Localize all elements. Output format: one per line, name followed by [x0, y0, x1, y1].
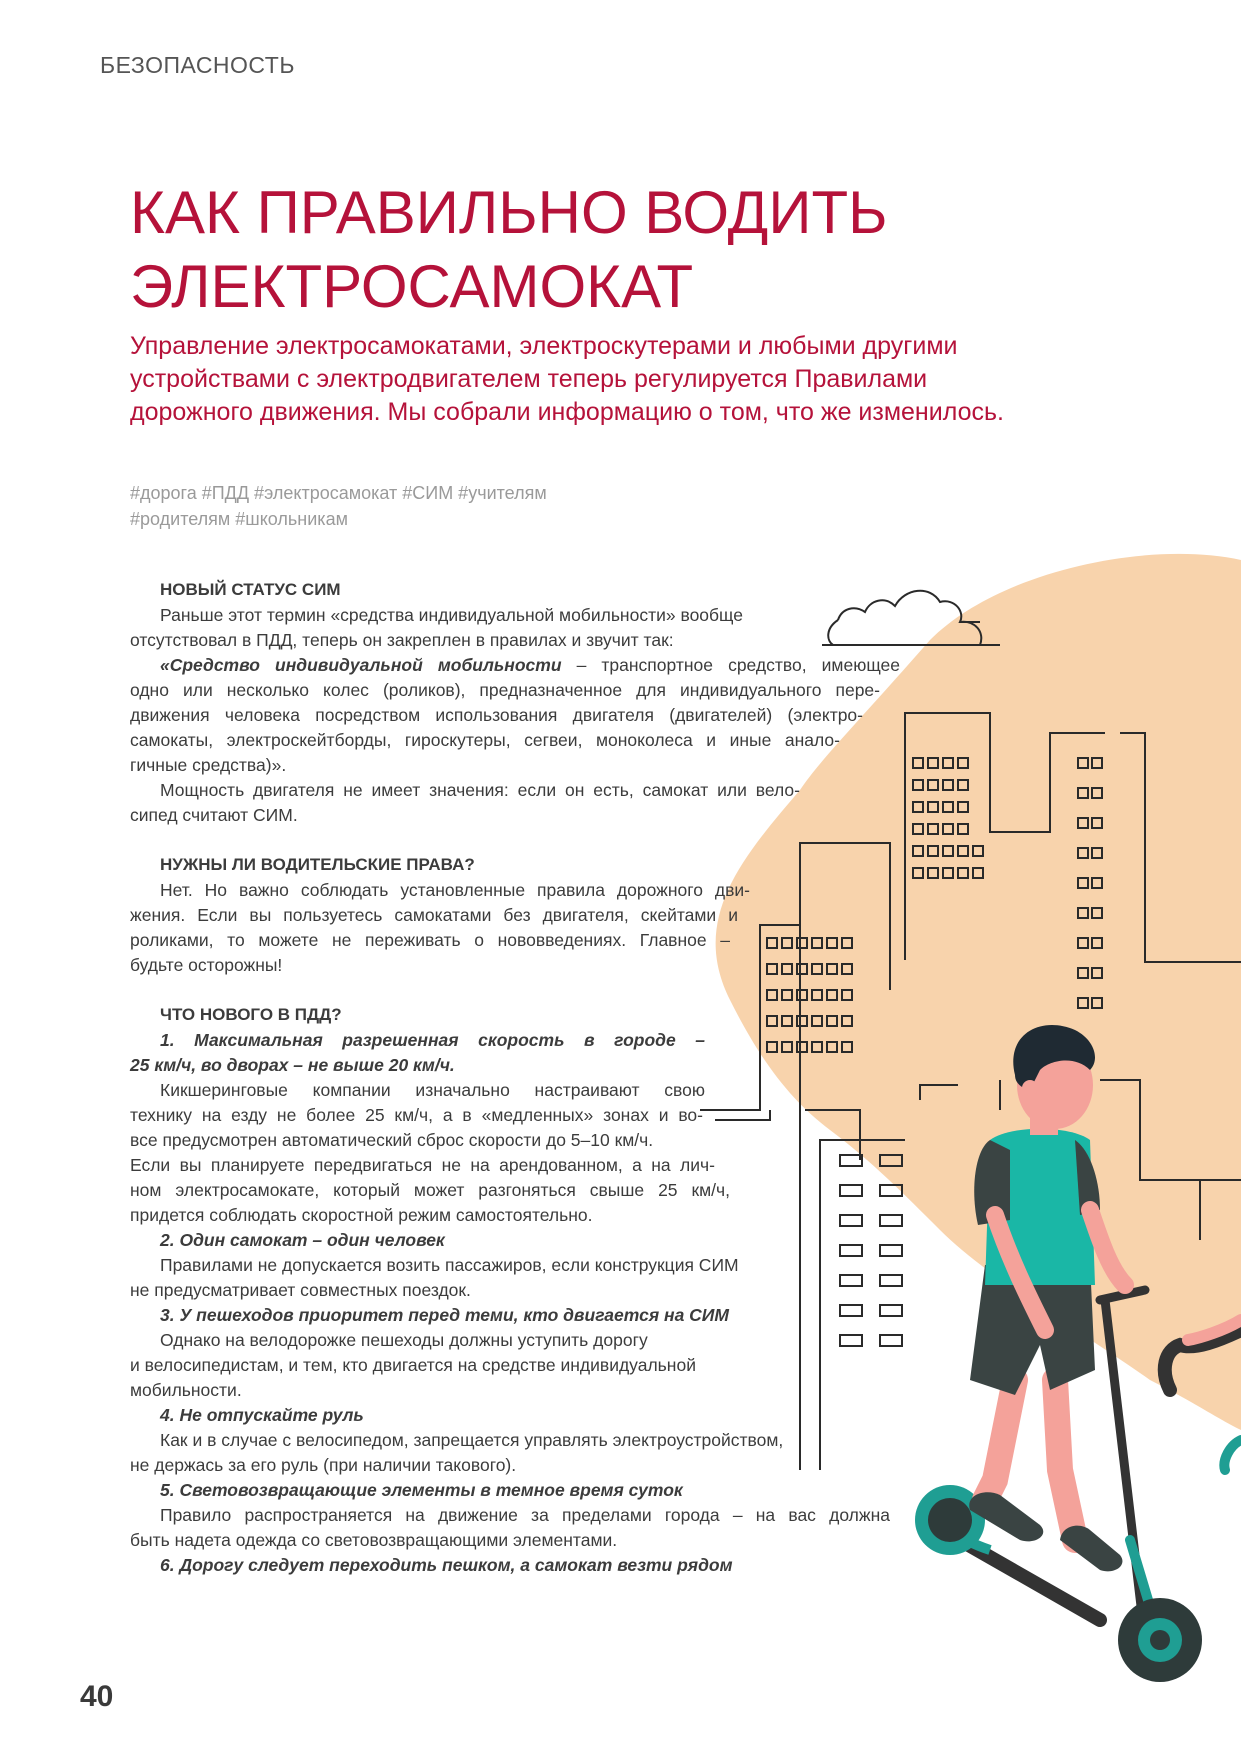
lead-line: устройствами с электродвигателем теперь регулируется Правилами: [130, 365, 928, 393]
building-window: [840, 1305, 862, 1316]
text-line: и велосипедистам, и тем, кто двигается на средстве индивидуальной: [130, 1355, 696, 1375]
building-window: [840, 1215, 862, 1226]
text-line: придется соблюдать скоростной режим самостоятельно.: [130, 1205, 593, 1225]
rule-heading: 2. Один самокат – один человек: [160, 1230, 445, 1250]
text-line: мобильности.: [130, 1380, 242, 1400]
rule-heading: 5. Световозвращающие элементы в темное время суток: [160, 1480, 683, 1500]
text-line: одно или несколько колес (роликов), предназначенное для индивидуального пере-: [130, 680, 880, 700]
building-window: [840, 1155, 862, 1166]
text-line: [160, 653, 900, 678]
text-line: Как и в случае с велосипедом, запрещается управлять электроустройством,: [160, 1430, 784, 1450]
building-window: [840, 1185, 862, 1196]
page-title: [130, 176, 1030, 324]
text-line: Кикшеринговые компании изначально настраивают свою: [160, 1080, 705, 1100]
hashtag-line: #дорога #ПДД #электросамокат #СИМ #учителям: [130, 483, 547, 503]
text-line: ном электросамокате, который может разгоняться свыше 25 км/ч,: [130, 1180, 730, 1200]
text-fragment: – транспортное средство, имеющее: [561, 655, 900, 675]
building-window: [840, 1335, 862, 1346]
section-label: БЕЗОПАСНОСТЬ: [100, 52, 295, 78]
text-line: не держась за его руль (при наличии такового).: [130, 1455, 517, 1475]
rule-heading: 4. Не отпускайте руль: [160, 1405, 364, 1425]
building-window: [880, 1335, 902, 1346]
text-line: Нет. Но важно соблюдать установленные правила дорожного дви-: [160, 880, 750, 900]
text-line: роликами, то можете не переживать о нововведениях. Главное –: [130, 930, 730, 950]
text-line: все предусмотрен автоматический сброс скорости до 5–10 км/ч.: [130, 1130, 654, 1150]
building-window: [880, 1215, 902, 1226]
text-line: не предусматривает совместных поездок.: [130, 1280, 471, 1300]
rule-heading: 6. Дорогу следует переходить пешком, а самокат везти рядом: [160, 1555, 733, 1575]
text-line: жения. Если вы пользуетесь самокатами без двигателя, скейтами и: [130, 905, 738, 925]
text-line: Мощность двигателя не имеет значения: если он есть, самокат или вело-: [160, 780, 800, 800]
building-window: [880, 1245, 902, 1256]
rule-heading: 3. У пешеходов приоритет перед теми, кто двигается на СИМ: [160, 1305, 729, 1325]
lead-line: Управление электросамокатами, электроскутерами и любыми другими: [130, 332, 958, 360]
text-line: Однако на велодорожке пешеходы должны уступить дорогу: [160, 1330, 648, 1350]
definition-term: «Средство индивидуальной мобильности: [160, 655, 562, 675]
text-line: отсутствовал в ПДД, теперь он закреплен в правилах и звучит так:: [130, 630, 674, 650]
text-line: гичные средства)».: [130, 755, 287, 775]
building-window: [880, 1305, 902, 1316]
text-line: Раньше этот термин «средства индивидуальной мобильности» вообще: [160, 605, 743, 625]
rule-heading: 25 км/ч, во дворах – не выше 20 км/ч.: [130, 1055, 455, 1075]
text-line: Правило распространяется на движение за пределами города – на вас должна: [160, 1505, 890, 1525]
hashtag-line: #родителям #школьникам: [130, 509, 348, 529]
text-line: Если вы планируете передвигаться не на арендованном, а на лич-: [130, 1155, 715, 1175]
text-line: будьте осторожны!: [130, 955, 283, 975]
section-heading: НОВЫЙ СТАТУС СИМ: [160, 580, 341, 599]
text-line: Правилами не допускается возить пассажиров, если конструкция СИМ: [160, 1255, 739, 1275]
page-number: 40: [80, 1680, 114, 1713]
hashtags: [130, 480, 547, 532]
rule-heading: 1. Максимальная разрешенная скорость в городе –: [160, 1030, 705, 1050]
text-line: технику на езду не более 25 км/ч, а в «медленных» зонах и во-: [130, 1105, 703, 1125]
text-line: самокаты, электроскейтборды, гироскутеры, сегвеи, моноколеса и иные анало-: [130, 730, 840, 750]
text-line: движения человека посредством использования двигателя (двигателей) (электро-: [130, 705, 863, 725]
building-window: [840, 1245, 862, 1256]
text-line: сипед считают СИМ.: [130, 805, 298, 825]
lead-paragraph: [130, 330, 1090, 429]
building-window: [840, 1275, 862, 1286]
section-heading: ЧТО НОВОГО В ПДД?: [160, 1005, 342, 1024]
building-window: [880, 1275, 902, 1286]
text-line: быть надета одежда со световозвращающими элементами.: [130, 1530, 618, 1550]
section-heading: НУЖНЫ ЛИ ВОДИТЕЛЬСКИЕ ПРАВА?: [160, 855, 475, 874]
title-line: КАК ПРАВИЛЬНО ВОДИТЬ: [130, 179, 888, 247]
title-line: ЭЛЕКТРОСАМОКАТ: [130, 253, 694, 321]
lead-line: дорожного движения. Мы собрали информацию о том, что же изменилось.: [130, 398, 1004, 426]
